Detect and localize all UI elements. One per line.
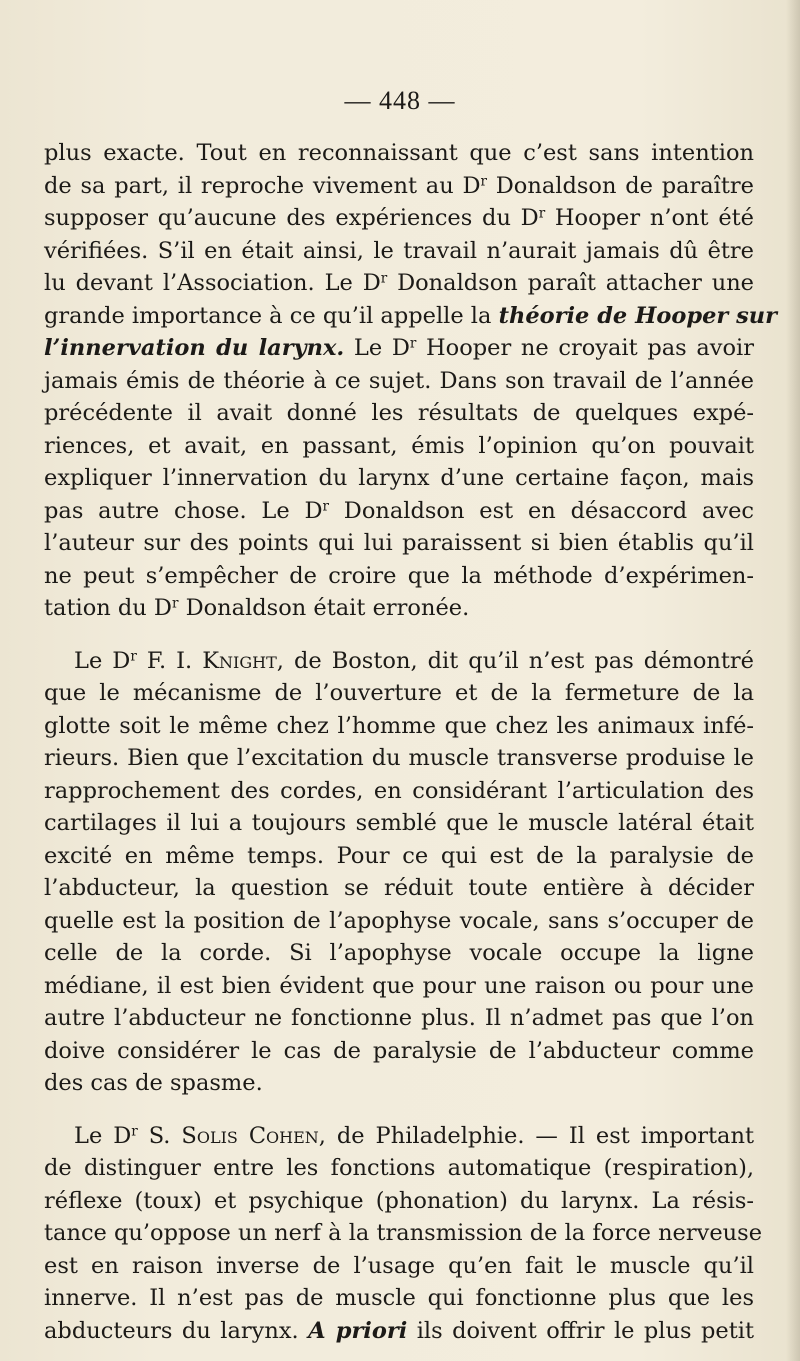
- text-line: tance qu’oppose un nerf à la transmission de la force nerveuse: [44, 1220, 763, 1246]
- text-line: doive considérer le cas de paralysie de l’abducteur comme: [44, 1037, 754, 1064]
- text-line: l’innervation du larynx. Le $D^r$ Hooper ne croyait pas avoir: [44, 335, 754, 361]
- text-line: innerve. Il n’est pas de muscle qui fonctionne plus que les: [44, 1285, 754, 1311]
- text-line: précédente il avait donné les résultats de quelques expé-: [44, 400, 754, 426]
- text-line: celle de la corde. Si l’apophyse vocale occupe la ligne: [44, 940, 754, 966]
- text-line: rapprochement des cordes, en considérant l’articulation des: [44, 777, 754, 804]
- paragraph-1: [44, 137, 777, 625]
- text-line: cartilages il lui a toujours semblé que le muscle latéral était: [44, 810, 754, 836]
- text-line: rieurs. Bien que l’excitation du muscle transverse produise le: [44, 745, 754, 771]
- text-line: expliquer l’innervation du larynx d’une certaine façon, mais: [44, 465, 754, 491]
- text-line: lu devant l’Association. Le $D^r$ Donaldson paraît attacher une: [44, 270, 754, 296]
- text-line: des cas de spasme.: [44, 1070, 263, 1096]
- text-line: tation du $D^r$ Donaldson était erronée.: [44, 595, 470, 621]
- text-line: autre l’abducteur ne fonctionne plus. Il n’admet pas que l’on: [44, 1005, 754, 1031]
- text-line: est en raison inverse de l’usage qu’en fait le muscle qu’il: [44, 1252, 754, 1279]
- text-line: l’abducteur, la question se réduit toute entière à décider: [44, 875, 754, 901]
- page-edge-shadow: [786, 0, 800, 1361]
- text-line: réflexe (toux) et psychique (phonation) du larynx. La résis-: [44, 1187, 754, 1214]
- text-line: pas autre chose. Le $D^r$ Donaldson est en désaccord avec: [44, 497, 754, 524]
- paragraph-spacer: [44, 1100, 754, 1120]
- text-line: plus exacte. Tout en reconnaissant que c’est sans intention: [44, 140, 754, 166]
- paragraph-spacer: [44, 625, 754, 645]
- text-line: jamais émis de théorie à ce sujet. Dans son travail de l’année: [44, 367, 754, 394]
- text-line: excité en même temps. Pour ce qui est de la paralysie de: [44, 842, 754, 869]
- text-line: de sa part, il reproche vivement au $D^r$ Donaldson de paraître: [44, 172, 754, 199]
- text-line: riences, et avait, en passant, émis l’opinion qu’on pouvait: [44, 432, 754, 459]
- text-line: Le $D^r$ F. I. Knight, de Boston, dit qu’il n’est pas démontré: [74, 647, 754, 674]
- text-line: abducteurs du larynx. A priori ils doivent offrir le plus petit: [44, 1317, 754, 1344]
- text-line: l’auteur sur des points qui lui paraissent si bien établis qu’il: [44, 530, 754, 556]
- page-number: — 448 —: [344, 86, 456, 115]
- text-line: quelle est la position de l’apophyse vocale, sans s’occuper de: [44, 907, 754, 934]
- text-line: ne peut s’empêcher de croire que la méthode d’expérimen-: [44, 562, 754, 589]
- text-line: supposer qu’aucune des expériences du $D^r$ Hooper n’ont été: [44, 205, 754, 231]
- text-line: que le mécanisme de l’ouverture et de la fermeture de la: [44, 680, 754, 706]
- paragraph-2: [44, 645, 754, 1100]
- text-line: grande importance à ce qu’il appelle la théorie de Hooper sur: [44, 302, 777, 329]
- body-text: [44, 137, 777, 1347]
- text-line: de distinguer entre les fonctions automatique (respiration),: [44, 1155, 754, 1181]
- paragraph-3: [44, 1120, 763, 1348]
- text-line: vérifiées. S’il en était ainsi, le travail n’aurait jamais dû être: [44, 237, 754, 264]
- text-line: Le $D^r$ S. Solis Cohen, de Philadelphie. — Il est important: [74, 1122, 755, 1149]
- text-line: glotte soit le même chez l’homme que chez les animaux infé-: [44, 712, 754, 739]
- text-line: médiane, il est bien évident que pour une raison ou pour une: [44, 972, 754, 999]
